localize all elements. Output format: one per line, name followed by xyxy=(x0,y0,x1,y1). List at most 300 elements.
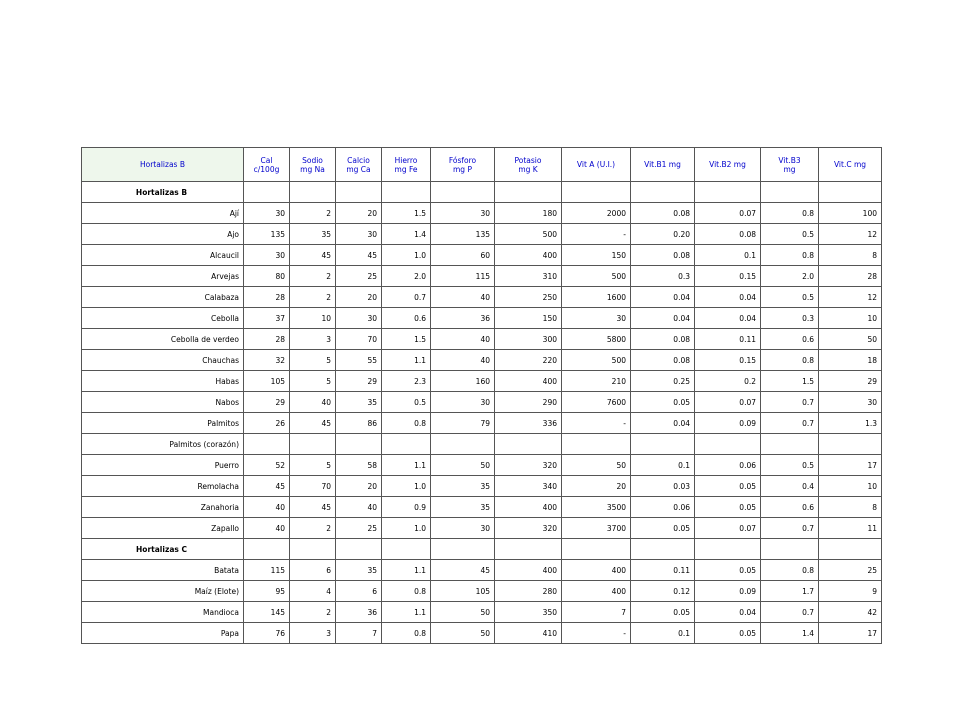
value-cell: 115 xyxy=(431,266,495,287)
value-cell: 0.8 xyxy=(382,413,431,434)
column-header: Sodio mg Na xyxy=(290,148,336,182)
value-cell: 0.08 xyxy=(631,329,695,350)
food-name-cell: Maíz (Elote) xyxy=(82,581,244,602)
value-cell: 30 xyxy=(244,245,290,266)
table-row xyxy=(82,476,882,497)
value-cell: 29 xyxy=(819,371,882,392)
food-name-cell: Mandioca xyxy=(82,602,244,623)
value-cell xyxy=(562,182,631,203)
value-cell: 0.04 xyxy=(631,287,695,308)
value-cell: 26 xyxy=(244,413,290,434)
food-name-cell: Remolacha xyxy=(82,476,244,497)
value-cell: 12 xyxy=(819,287,882,308)
value-cell: 1.4 xyxy=(382,224,431,245)
value-cell: 25 xyxy=(336,266,382,287)
food-name-cell: Palmitos (corazón) xyxy=(82,434,244,455)
value-cell: 4 xyxy=(290,581,336,602)
food-name-cell: Papa xyxy=(82,623,244,644)
header-row xyxy=(82,148,882,182)
value-cell: 2.0 xyxy=(761,266,819,287)
value-cell: 0.25 xyxy=(631,371,695,392)
value-cell xyxy=(382,182,431,203)
value-cell xyxy=(336,539,382,560)
value-cell: 336 xyxy=(495,413,562,434)
value-cell xyxy=(244,434,290,455)
value-cell: 5 xyxy=(290,371,336,392)
value-cell: 290 xyxy=(495,392,562,413)
table-row xyxy=(82,518,882,539)
value-cell: - xyxy=(562,413,631,434)
value-cell: 2 xyxy=(290,287,336,308)
value-cell: 3500 xyxy=(562,497,631,518)
food-name-cell: Nabos xyxy=(82,392,244,413)
value-cell: 17 xyxy=(819,455,882,476)
value-cell xyxy=(819,539,882,560)
value-cell: 29 xyxy=(244,392,290,413)
value-cell: 3700 xyxy=(562,518,631,539)
value-cell: 1.0 xyxy=(382,245,431,266)
value-cell: 35 xyxy=(431,497,495,518)
value-cell: 6 xyxy=(290,560,336,581)
value-cell: 320 xyxy=(495,518,562,539)
value-cell: 0.05 xyxy=(631,392,695,413)
value-cell: 1.7 xyxy=(761,581,819,602)
table-row xyxy=(82,413,882,434)
value-cell: 0.07 xyxy=(695,518,761,539)
value-cell: 1.0 xyxy=(382,476,431,497)
food-name-cell: Batata xyxy=(82,560,244,581)
value-cell: 32 xyxy=(244,350,290,371)
value-cell: 37 xyxy=(244,308,290,329)
value-cell: 0.1 xyxy=(631,455,695,476)
table-row xyxy=(82,224,882,245)
value-cell: 28 xyxy=(244,329,290,350)
table-row xyxy=(82,455,882,476)
value-cell: 150 xyxy=(495,308,562,329)
section-label: Hortalizas B xyxy=(82,182,244,203)
value-cell: 9 xyxy=(819,581,882,602)
table-body xyxy=(82,182,882,644)
value-cell: 7 xyxy=(336,623,382,644)
value-cell: 30 xyxy=(431,203,495,224)
value-cell xyxy=(431,182,495,203)
value-cell: 29 xyxy=(336,371,382,392)
value-cell: 52 xyxy=(244,455,290,476)
value-cell: 45 xyxy=(431,560,495,581)
food-name-cell: Palmitos xyxy=(82,413,244,434)
value-cell: 35 xyxy=(290,224,336,245)
value-cell: 0.05 xyxy=(695,560,761,581)
value-cell: 30 xyxy=(431,392,495,413)
table-row xyxy=(82,602,882,623)
value-cell: 340 xyxy=(495,476,562,497)
value-cell: 1.1 xyxy=(382,602,431,623)
value-cell: 350 xyxy=(495,602,562,623)
value-cell: 45 xyxy=(244,476,290,497)
value-cell xyxy=(336,182,382,203)
table-row xyxy=(82,392,882,413)
value-cell: 0.2 xyxy=(695,371,761,392)
value-cell: 20 xyxy=(336,476,382,497)
value-cell xyxy=(290,539,336,560)
food-name-cell: Cebolla de verdeo xyxy=(82,329,244,350)
value-cell xyxy=(382,539,431,560)
nutrition-table xyxy=(81,147,882,644)
value-cell: 0.04 xyxy=(695,602,761,623)
table-row xyxy=(82,203,882,224)
value-cell: 0.6 xyxy=(761,329,819,350)
value-cell: 100 xyxy=(819,203,882,224)
value-cell: 2000 xyxy=(562,203,631,224)
value-cell: 2.3 xyxy=(382,371,431,392)
value-cell: 0.8 xyxy=(382,623,431,644)
table-header xyxy=(82,148,882,182)
value-cell: 2 xyxy=(290,266,336,287)
value-cell: 0.5 xyxy=(382,392,431,413)
value-cell: 2.0 xyxy=(382,266,431,287)
value-cell: 70 xyxy=(290,476,336,497)
value-cell: 0.04 xyxy=(695,287,761,308)
value-cell: 95 xyxy=(244,581,290,602)
value-cell: 8 xyxy=(819,245,882,266)
value-cell: 50 xyxy=(562,455,631,476)
value-cell: 0.7 xyxy=(761,413,819,434)
value-cell xyxy=(495,434,562,455)
value-cell: 0.4 xyxy=(761,476,819,497)
value-cell: 35 xyxy=(431,476,495,497)
value-cell: 0.07 xyxy=(695,203,761,224)
value-cell: 40 xyxy=(244,497,290,518)
value-cell: 0.1 xyxy=(695,245,761,266)
value-cell: 0.8 xyxy=(382,581,431,602)
value-cell: 0.6 xyxy=(761,497,819,518)
food-name-cell: Zapallo xyxy=(82,518,244,539)
value-cell: 70 xyxy=(336,329,382,350)
value-cell xyxy=(382,434,431,455)
value-cell: 40 xyxy=(431,329,495,350)
value-cell: 2 xyxy=(290,602,336,623)
value-cell: 1.5 xyxy=(761,371,819,392)
value-cell xyxy=(695,434,761,455)
value-cell: 115 xyxy=(244,560,290,581)
column-header: Vit.C mg xyxy=(819,148,882,182)
value-cell: 55 xyxy=(336,350,382,371)
value-cell xyxy=(244,539,290,560)
value-cell: 105 xyxy=(431,581,495,602)
value-cell: 160 xyxy=(431,371,495,392)
value-cell: 30 xyxy=(562,308,631,329)
value-cell: 30 xyxy=(244,203,290,224)
table-row xyxy=(82,581,882,602)
value-cell: 10 xyxy=(290,308,336,329)
food-name-cell: Alcaucil xyxy=(82,245,244,266)
value-cell: 35 xyxy=(336,392,382,413)
food-name-cell: Ají xyxy=(82,203,244,224)
value-cell: 0.06 xyxy=(695,455,761,476)
value-cell: 0.20 xyxy=(631,224,695,245)
value-cell: 280 xyxy=(495,581,562,602)
section-row xyxy=(82,182,882,203)
value-cell: 0.05 xyxy=(695,623,761,644)
table-row xyxy=(82,350,882,371)
value-cell: 0.04 xyxy=(631,413,695,434)
value-cell: 40 xyxy=(336,497,382,518)
value-cell: 20 xyxy=(336,287,382,308)
value-cell: 0.7 xyxy=(761,602,819,623)
value-cell xyxy=(431,434,495,455)
value-cell: - xyxy=(562,224,631,245)
value-cell: 400 xyxy=(495,560,562,581)
value-cell: 5800 xyxy=(562,329,631,350)
value-cell xyxy=(431,539,495,560)
food-name-cell: Arvejas xyxy=(82,266,244,287)
value-cell: 28 xyxy=(244,287,290,308)
value-cell: 86 xyxy=(336,413,382,434)
value-cell: 2 xyxy=(290,518,336,539)
value-cell: 0.05 xyxy=(695,497,761,518)
value-cell: 80 xyxy=(244,266,290,287)
value-cell xyxy=(562,539,631,560)
value-cell: 135 xyxy=(244,224,290,245)
column-header: Vit.B2 mg xyxy=(695,148,761,182)
value-cell: 0.15 xyxy=(695,266,761,287)
value-cell: 0.7 xyxy=(761,392,819,413)
value-cell: 0.09 xyxy=(695,413,761,434)
value-cell: 8 xyxy=(819,497,882,518)
value-cell: 0.06 xyxy=(631,497,695,518)
value-cell: 0.1 xyxy=(631,623,695,644)
value-cell xyxy=(819,182,882,203)
column-header: Vit.B3 mg xyxy=(761,148,819,182)
value-cell: 0.05 xyxy=(695,476,761,497)
value-cell: 79 xyxy=(431,413,495,434)
value-cell: 1.1 xyxy=(382,455,431,476)
value-cell: 2 xyxy=(290,203,336,224)
value-cell: 0.05 xyxy=(631,602,695,623)
value-cell: 45 xyxy=(290,413,336,434)
value-cell xyxy=(336,434,382,455)
column-header: Hierro mg Fe xyxy=(382,148,431,182)
food-name-cell: Habas xyxy=(82,371,244,392)
value-cell: 1.5 xyxy=(382,329,431,350)
value-cell: 0.08 xyxy=(695,224,761,245)
value-cell: 135 xyxy=(431,224,495,245)
food-name-cell: Ajo xyxy=(82,224,244,245)
column-header: Vit A (U.I.) xyxy=(562,148,631,182)
value-cell xyxy=(495,539,562,560)
value-cell: 30 xyxy=(431,518,495,539)
value-cell: 410 xyxy=(495,623,562,644)
value-cell: 1.1 xyxy=(382,560,431,581)
value-cell: 150 xyxy=(562,245,631,266)
value-cell: 0.08 xyxy=(631,203,695,224)
value-cell: 250 xyxy=(495,287,562,308)
value-cell: 58 xyxy=(336,455,382,476)
value-cell: 320 xyxy=(495,455,562,476)
value-cell: 7600 xyxy=(562,392,631,413)
value-cell: 40 xyxy=(290,392,336,413)
value-cell: 210 xyxy=(562,371,631,392)
value-cell xyxy=(695,182,761,203)
value-cell: 1600 xyxy=(562,287,631,308)
value-cell: 300 xyxy=(495,329,562,350)
value-cell xyxy=(819,434,882,455)
table-row xyxy=(82,371,882,392)
value-cell: 20 xyxy=(336,203,382,224)
value-cell: 11 xyxy=(819,518,882,539)
value-cell: 36 xyxy=(431,308,495,329)
value-cell: 5 xyxy=(290,455,336,476)
value-cell: 0.3 xyxy=(761,308,819,329)
value-cell: 0.8 xyxy=(761,350,819,371)
value-cell: 3 xyxy=(290,623,336,644)
food-name-cell: Cebolla xyxy=(82,308,244,329)
value-cell: 60 xyxy=(431,245,495,266)
value-cell xyxy=(761,182,819,203)
value-cell: 0.11 xyxy=(631,560,695,581)
value-cell: 42 xyxy=(819,602,882,623)
value-cell: 10 xyxy=(819,308,882,329)
value-cell: 50 xyxy=(431,455,495,476)
value-cell: 17 xyxy=(819,623,882,644)
food-name-cell: Chauchas xyxy=(82,350,244,371)
value-cell xyxy=(495,182,562,203)
value-cell: 5 xyxy=(290,350,336,371)
value-cell: 310 xyxy=(495,266,562,287)
value-cell: 28 xyxy=(819,266,882,287)
value-cell: 50 xyxy=(431,623,495,644)
value-cell: 0.08 xyxy=(631,350,695,371)
food-name-cell: Puerro xyxy=(82,455,244,476)
value-cell xyxy=(244,182,290,203)
value-cell: 25 xyxy=(819,560,882,581)
value-cell: 220 xyxy=(495,350,562,371)
value-cell: 400 xyxy=(495,245,562,266)
table-row xyxy=(82,287,882,308)
value-cell: 0.04 xyxy=(631,308,695,329)
value-cell: 25 xyxy=(336,518,382,539)
value-cell: 45 xyxy=(290,245,336,266)
value-cell: 500 xyxy=(562,350,631,371)
value-cell: 50 xyxy=(819,329,882,350)
value-cell: 76 xyxy=(244,623,290,644)
food-name-cell: Zanahoria xyxy=(82,497,244,518)
value-cell: 500 xyxy=(562,266,631,287)
value-cell: 500 xyxy=(495,224,562,245)
value-cell: 12 xyxy=(819,224,882,245)
value-cell: 1.3 xyxy=(819,413,882,434)
value-cell: 400 xyxy=(495,497,562,518)
value-cell: 0.8 xyxy=(761,245,819,266)
value-cell: - xyxy=(562,623,631,644)
value-cell: 40 xyxy=(431,350,495,371)
value-cell: 7 xyxy=(562,602,631,623)
section-label: Hortalizas C xyxy=(82,539,244,560)
value-cell: 400 xyxy=(495,371,562,392)
value-cell: 0.5 xyxy=(761,455,819,476)
value-cell: 0.04 xyxy=(695,308,761,329)
value-cell: 3 xyxy=(290,329,336,350)
value-cell: 0.5 xyxy=(761,287,819,308)
column-header: Vit.B1 mg xyxy=(631,148,695,182)
table-row xyxy=(82,497,882,518)
value-cell xyxy=(631,434,695,455)
value-cell: 0.07 xyxy=(695,392,761,413)
value-cell: 0.7 xyxy=(382,287,431,308)
value-cell: 0.08 xyxy=(631,245,695,266)
table-row xyxy=(82,266,882,287)
value-cell: 1.0 xyxy=(382,518,431,539)
value-cell: 40 xyxy=(244,518,290,539)
value-cell: 0.12 xyxy=(631,581,695,602)
value-cell: 1.1 xyxy=(382,350,431,371)
column-header: Fósforo mg P xyxy=(431,148,495,182)
value-cell: 0.8 xyxy=(761,560,819,581)
value-cell: 0.05 xyxy=(631,518,695,539)
table-row xyxy=(82,245,882,266)
value-cell: 180 xyxy=(495,203,562,224)
value-cell: 35 xyxy=(336,560,382,581)
value-cell: 50 xyxy=(431,602,495,623)
table-row xyxy=(82,560,882,581)
value-cell: 0.09 xyxy=(695,581,761,602)
table-row xyxy=(82,308,882,329)
value-cell xyxy=(631,539,695,560)
value-cell: 45 xyxy=(290,497,336,518)
value-cell: 40 xyxy=(431,287,495,308)
value-cell: 6 xyxy=(336,581,382,602)
value-cell: 400 xyxy=(562,560,631,581)
value-cell xyxy=(290,434,336,455)
value-cell: 400 xyxy=(562,581,631,602)
value-cell: 45 xyxy=(336,245,382,266)
column-header: Potasio mg K xyxy=(495,148,562,182)
value-cell: 0.03 xyxy=(631,476,695,497)
table-row xyxy=(82,623,882,644)
value-cell: 20 xyxy=(562,476,631,497)
section-row xyxy=(82,539,882,560)
value-cell: 0.9 xyxy=(382,497,431,518)
value-cell: 0.5 xyxy=(761,224,819,245)
value-cell: 10 xyxy=(819,476,882,497)
value-cell: 105 xyxy=(244,371,290,392)
value-cell: 0.11 xyxy=(695,329,761,350)
value-cell: 145 xyxy=(244,602,290,623)
value-cell xyxy=(695,539,761,560)
value-cell: 30 xyxy=(336,224,382,245)
value-cell: 0.8 xyxy=(761,203,819,224)
column-header: Calcio mg Ca xyxy=(336,148,382,182)
value-cell xyxy=(761,434,819,455)
value-cell: 30 xyxy=(819,392,882,413)
value-cell: 1.5 xyxy=(382,203,431,224)
value-cell xyxy=(631,182,695,203)
value-cell: 0.3 xyxy=(631,266,695,287)
value-cell: 0.7 xyxy=(761,518,819,539)
food-name-cell: Calabaza xyxy=(82,287,244,308)
value-cell: 1.4 xyxy=(761,623,819,644)
value-cell xyxy=(562,434,631,455)
value-cell xyxy=(761,539,819,560)
value-cell: 30 xyxy=(336,308,382,329)
value-cell: 36 xyxy=(336,602,382,623)
value-cell: 0.6 xyxy=(382,308,431,329)
table-row xyxy=(82,434,882,455)
value-cell: 18 xyxy=(819,350,882,371)
column-header-food: Hortalizas B xyxy=(82,148,244,182)
table-row xyxy=(82,329,882,350)
value-cell xyxy=(290,182,336,203)
